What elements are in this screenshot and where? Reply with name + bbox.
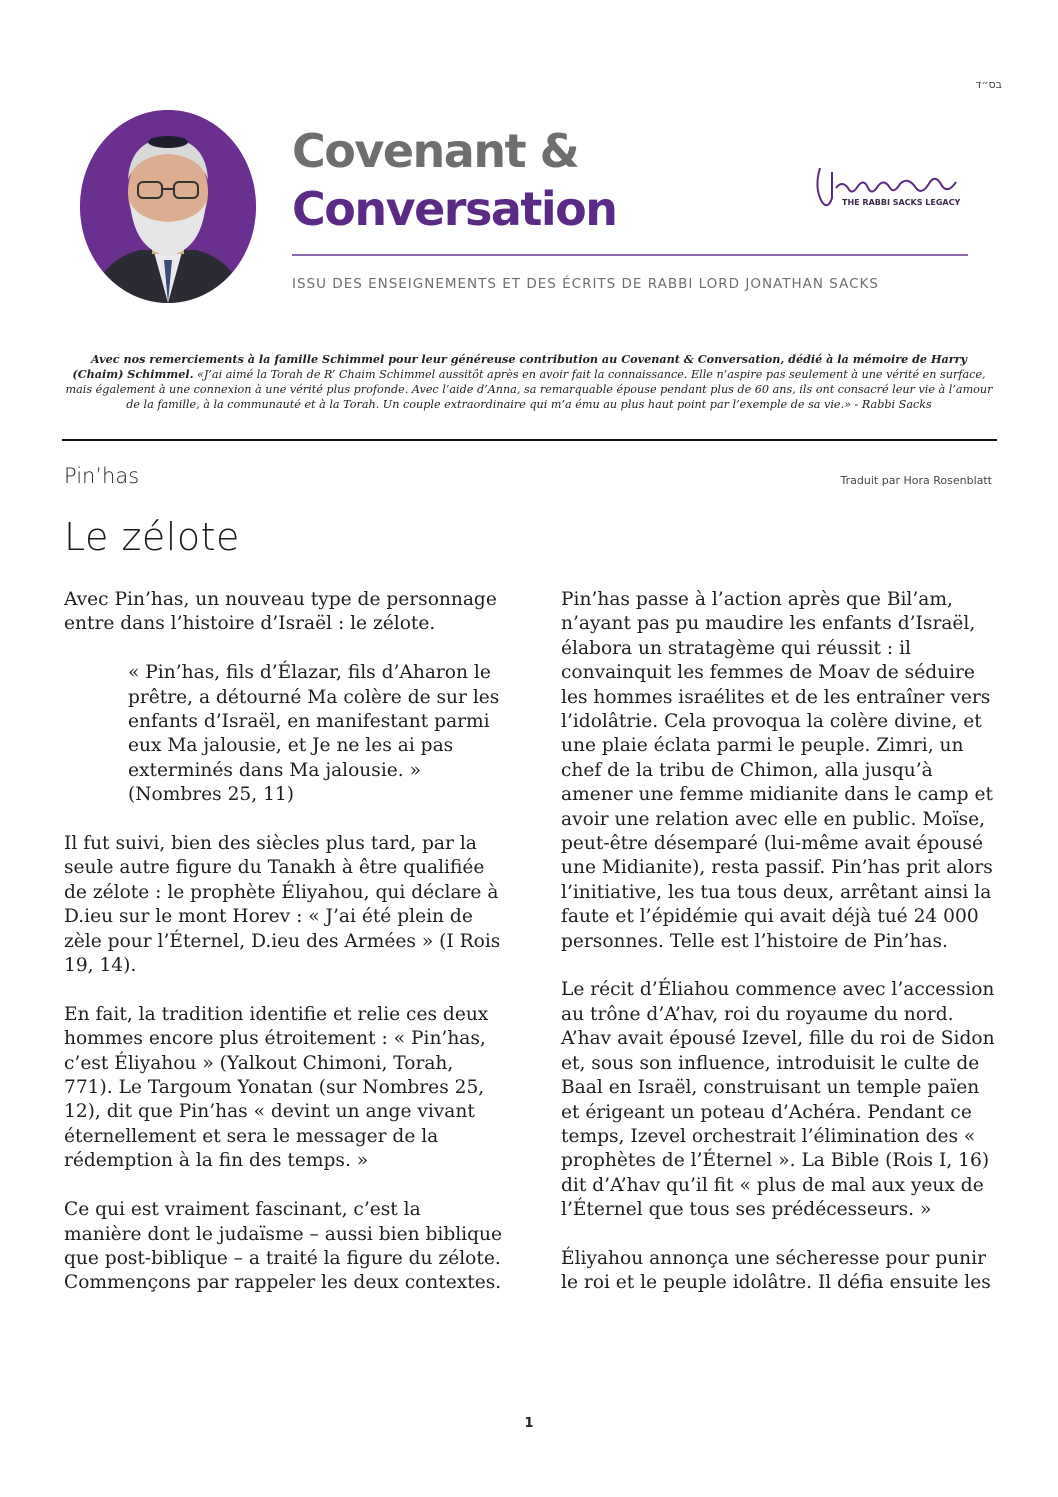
header-subtitle: ISSU DES ENSEIGNEMENTS ET DES ÉCRITS DE RABBI LORD JONATHAN SACKS <box>292 276 879 292</box>
page-number: 1 <box>524 1416 534 1431</box>
dedication-text: «J’ai aimé la Torah de R’ Chaim Schimmel aussitôt après en avoir fait la connaissance. Elle n’aspire pas seulement à une vérité en surface, mais également à une connexion à une vérité plus profonde. Avec l’aide d’Anna, sa remarquable épouse pendant plus de 60 ans, ils ont consacré leur vie à l’amour de la famille, à la communauté et à la Torah. Un couple extraordinaire qui m’a ému au plus haut point par l’exemple de sa vie.» - Rabbi Sacks <box>65 368 993 411</box>
article-title: Le zélote <box>64 515 240 559</box>
right-column <box>561 588 1001 1320</box>
brand-title <box>292 122 812 238</box>
parasha-name: Pin’has <box>64 464 140 488</box>
paragraph: Avec Pin’has, un nouveau type de personnage entre dans l’histoire d’Israël : le zélote. <box>64 589 497 635</box>
translator-credit: Traduit par Hora Rosenblatt <box>840 474 992 487</box>
dedication-note <box>64 352 994 412</box>
block-quote: « Pin’has, fils d’Élazar, fils d’Aharon le prêtre, a détourné Ma colère de sur les enfants d’Israël, en manifestant parmi eux Ma jalousie, et Je ne les ai pas exterminés dans Ma jalousie. » (Nombres 25, 11) <box>128 662 500 806</box>
rabbi-portrait <box>80 110 256 303</box>
paragraph: Éliyahou annonça une sécheresse pour punir le roi et le peuple idolâtre. Il défia ensuite les <box>561 1247 991 1294</box>
header-rule <box>292 254 968 256</box>
left-column <box>64 588 502 1320</box>
legacy-label: THE RABBI SACKS LEGACY <box>842 198 961 207</box>
paragraph: Ce qui est vraiment fascinant, c’est la manière dont le judaïsme – aussi bien biblique que post-biblique – a traité la figure du zélote. Commençons par rappeler les deux contextes. <box>64 1199 502 1294</box>
brand-title-line2: Conversation <box>292 182 617 236</box>
paragraph: Le récit d’Éliahou commence avec l’accession au trône d’A’hav, roi du royaume du nord. A’hav avait épousé Izevel, fille du roi de Sidon et, sous son influence, introduisit le culte de Baal en Israël, construisant un temple païen et érigeant un poteau d’Achéra. Pendant ce temps, Izevel orchestrait l’élimination des « prophètes de l’Éternel ». La Bible (Rois I, 16) dit d’A’hav qu’il fit « plus de mal aux yeux de l’Éternel que tous ses prédécesseurs. » <box>561 979 995 1221</box>
bsd-mark: בס״ד <box>975 78 1002 91</box>
paragraph: En fait, la tradition identifie et relie ces deux hommes encore plus étroitement : « Pin’has, c’est Éliyahou » (Yalkout Chimoni, Torah, 771). Le Targoum Yonatan (sur Nombres 25, 12), dit que Pin’has « devint un ange vivant éternellement et sera le messager de la rédemption à la fin des temps. » <box>64 1003 489 1172</box>
paragraph: Pin’has passe à l’action après que Bil’am, n’ayant pas pu maudire les enfants d’Israël, élabora un stratagème qui réussit : il convainquit les femmes de Moav de séduire les hommes israélites et de les entraîner vers l’idolâtrie. Cela provoqua la colère divine, et une plaie éclata parmi le peuple. Zimri, un chef de la tribu de Chimon, alla jusqu’à amener une femme midianite dans le camp et avoir une relation avec elle en public. Moïse, peut-être désemparé (lui-même avait épousé une Midianite), resta passif. Pin’has prit alors l’initiative, les tua tous deux, arrêtant ainsi la faute et l’épidémie qui avait déjà tué 24 000 personnes. Telle est l’histoire de Pin’has. <box>561 589 993 952</box>
paragraph: Il fut suivi, bien des siècles plus tard, par la seule autre figure du Tanakh à être qualifiée de zélote : le prophète Éliyahou, qui déclare à D.ieu sur le mont Horev : « J’ai été plein de zèle pour l’Éternel, D.ieu des Armées » (I Rois 19, 14). <box>64 833 501 977</box>
section-divider <box>62 439 997 441</box>
dedication-bold: Avec nos remerciements à la famille Schimmel pour leur généreuse contribution au Covenant & Conversation, dédié à la mémoire de Harry (Chaim) Schimmel. <box>72 352 968 381</box>
brand-title-line1: Covenant & <box>292 124 579 178</box>
